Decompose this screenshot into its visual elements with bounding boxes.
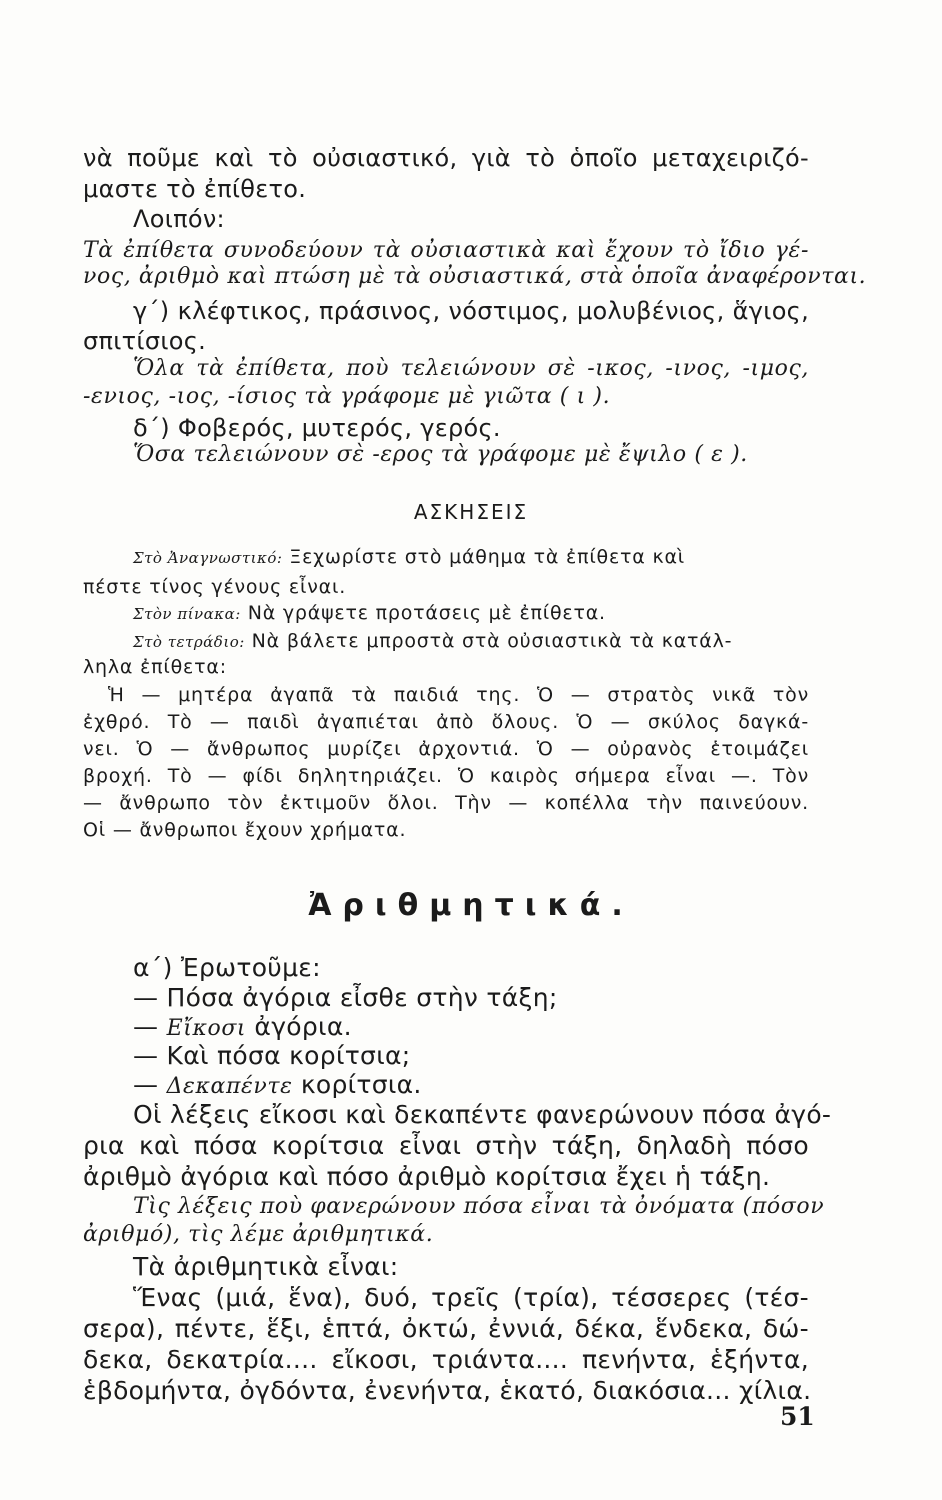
body-line: νὰ ποῦμε καὶ τὸ οὐσιαστικό, γιὰ τὸ ὁποῖο μεταχειριζό- (83, 144, 809, 172)
rule-line: νος, ἀριθμὸ καὶ πτώση μὲ τὰ οὐσιαστικά, στὰ ὁποῖα ἀναφέρονται. (83, 264, 867, 289)
exercise-label: Στὸ Ἀναγνωστικό: (133, 549, 283, 567)
arithmetic-heading: Ἀριθμητικά. (308, 888, 634, 923)
exercise-text: ληλα ἐπίθετα: (83, 656, 227, 678)
exercise-text: Νὰ γράψετε προτάσεις μὲ ἐπίθετα. (247, 602, 606, 624)
body-line: Λοιπόν: (133, 205, 225, 233)
list-intro: Τὰ ἀριθμητικὰ εἶναι: (133, 1252, 399, 1281)
explain-line: ἀριθμὸ ἀγόρια καὶ πόσο ἀριθμὸ κορίτσια ἔχει ἡ τάξη. (83, 1162, 771, 1191)
dialog-rest: κορίτσια. (300, 1070, 422, 1099)
exercise-sentence-line: βροχή. Τὸ — φίδι δηλητηριάζει. Ὁ καιρὸς σήμερα εἶναι —. Τὸν (83, 765, 809, 787)
dialog-number-word: Εἴκοσι (166, 1016, 247, 1041)
rule-line: Ὅλα τὰ ἐπίθετα, ποὺ τελειώνουν σὲ -ικος, -ινος, -ιμος, (133, 356, 809, 381)
dialog-question: — Καὶ πόσα κορίτσια; (133, 1041, 411, 1070)
explain-line: ρια καὶ πόσα κορίτσια εἶναι στὴν τάξη, δηλαδὴ πόσο (83, 1131, 809, 1160)
exercise-sentence-line: νει. Ὁ — ἄνθρωπος μυρίζει ἀρχοντιά. Ὁ — οὐρανὸς ἑτοιμάζει (83, 738, 809, 760)
dialog-question: — Πόσα ἀγόρια εἶσθε στὴν τάξη; (133, 983, 558, 1012)
arithmetic-intro: α΄) Ἐρωτοῦμε: (133, 953, 321, 982)
body-line: δ΄) Φοβερός, μυτερός, γερός. (133, 414, 501, 442)
exercise-label: Στὸν πίνακα: (133, 605, 241, 623)
rule-line: ἀριθμό), τὶς λέμε ἀριθμητικά. (83, 1222, 434, 1247)
exercise-text: Νὰ βάλετε μπροστὰ στὰ οὐσιαστικὰ τὰ κατάλ- (251, 630, 733, 652)
exercise-board (133, 598, 606, 629)
rule-line: Ὅσα τελειώνουν σὲ -ερος τὰ γράφομε μὲ ἔψιλο ( ε ). (133, 442, 748, 467)
exercises-heading: ΑΣΚΗΣΕΙΣ (413, 500, 529, 524)
rule-line: -ενιος, -ιος, -ίσιος τὰ γράφομε μὲ γιῶτα ( ι ). (83, 384, 611, 409)
dialog-rest: ἀγόρια. (254, 1012, 352, 1041)
exercise-sentence-line: ἐχθρό. Τὸ — παιδὶ ἀγαπιέται ἀπὸ ὅλους. Ὁ — σκύλος δαγκά- (83, 711, 809, 733)
body-line: γ΄) κλέφτικος, πράσινος, νόστιμος, μολυβένιος, ἅγιος, (133, 297, 809, 325)
rule-line: Τὶς λέξεις ποὺ φανερώνουν πόσα εἶναι τὰ ὀνόματα (πόσον (133, 1194, 825, 1219)
numerals-line: σερα), πέντε, ἕξι, ἑπτά, ὀκτώ, ἐννιά, δέκα, ἕνδεκα, δώ- (83, 1314, 809, 1343)
dialog-number-word: Δεκαπέντε (166, 1074, 293, 1099)
exercise-label: Στὸ τετράδιο: (133, 633, 245, 651)
numerals-line: δεκα, δεκατρία.... εἴκοσι, τριάντα.... πενήντα, ἑξήντα, (83, 1345, 809, 1374)
exercise-text: Ξεχωρίστε στὸ μάθημα τὰ ἐπίθετα καὶ (289, 546, 686, 568)
rule-line: Τὰ ἐπίθετα συνοδεύουν τὰ οὐσιαστικὰ καὶ ἔχουν τὸ ἴδιο γέ- (83, 238, 809, 263)
dialog-dash: — (133, 1070, 159, 1099)
dialog-answer (133, 1069, 422, 1103)
exercise-sentence-line: — ἄνθρωπο τὸν ἐκτιμοῦν ὅλοι. Τὴν — κοπέλλα τὴν παινεύουν. (83, 792, 809, 814)
numerals-line: ἑβδομήντα, ὀγδόντα, ἐνενήντα, ἑκατό, διακόσια... χίλια. (83, 1376, 812, 1405)
exercise-text: πέστε τίνος γένους εἶναι. (83, 576, 347, 598)
dialog-dash: — (133, 1012, 159, 1041)
explain-line: Οἱ λέξεις εἴκοσι καὶ δεκαπέντε φανερώνουν πόσα ἀγό- (133, 1100, 832, 1129)
page-number: 51 (780, 1402, 815, 1431)
body-line: μαστε τὸ ἐπίθετο. (83, 175, 307, 203)
exercise-sentence-line: Οἱ — ἄνθρωποι ἔχουν χρήματα. (83, 819, 407, 841)
numerals-line: Ἕνας (μιά, ἕνα), δυό, τρεῖς (τρία), τέσσερες (τέσ- (133, 1283, 809, 1312)
body-line: σπιτίσιος. (83, 327, 207, 355)
exercise-sentence-line: Ἡ — μητέρα ἀγαπᾶ τὰ παιδιά της. Ὁ — στρατὸς νικᾶ τὸν (108, 684, 809, 706)
exercise-reading (133, 542, 685, 573)
